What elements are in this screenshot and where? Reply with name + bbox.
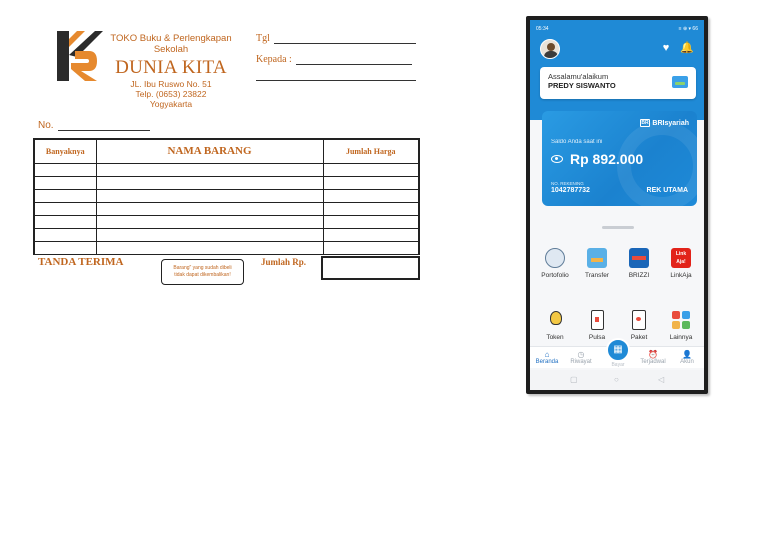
balance-row — [551, 151, 643, 167]
menu-portofolio-label: Portofolio — [541, 272, 569, 279]
table-cell[interactable] — [96, 163, 323, 176]
menu-pulsa-label: Pulsa — [588, 334, 606, 341]
table-cell[interactable] — [34, 176, 96, 189]
date-field-line — [274, 34, 416, 44]
shop-city: Yogyakarta — [149, 99, 193, 109]
shop-tagline: TOKO Buku & Perlengkapan — [110, 33, 232, 44]
table-cell[interactable] — [34, 215, 96, 228]
no-return-note — [161, 259, 244, 285]
menu-token-label: Token — [546, 334, 564, 341]
col-total-price: Jumlah Harga — [323, 139, 419, 163]
dunia-kita-logo — [55, 29, 103, 83]
grid-tile — [672, 321, 680, 329]
home-circle-icon[interactable]: ○ — [614, 375, 619, 384]
nav-riwayat[interactable] — [566, 350, 596, 365]
table-row — [34, 202, 419, 215]
table-cell[interactable] — [34, 163, 96, 176]
shop-tagline-2: Sekolah — [153, 44, 189, 55]
pay-qr-button[interactable] — [606, 338, 630, 362]
shop-phone: Telp. (0653) 23822 — [135, 89, 207, 99]
user-name: PREDY SISWANTO — [548, 81, 616, 90]
recents-icon[interactable]: ▢ — [570, 375, 578, 384]
bell-icon[interactable]: 🔔 — [680, 42, 694, 54]
col-quantity: Banyaknya — [34, 139, 96, 163]
table-cell[interactable] — [96, 215, 323, 228]
recipient-field-line — [296, 55, 412, 65]
table-row — [34, 228, 419, 241]
date-row — [256, 33, 416, 44]
status-indicators: ≡ ⊕ ▾ 66 — [678, 26, 698, 32]
bank-logo — [640, 119, 689, 127]
menu-lainnya[interactable] — [661, 310, 701, 341]
table-row — [34, 189, 419, 202]
recipient-row — [256, 54, 412, 65]
balance-amount: Rp 892.000 — [570, 151, 644, 167]
phone-credit-icon — [591, 310, 604, 330]
table-cell[interactable] — [323, 215, 419, 228]
receipt-form — [0, 0, 440, 300]
menu-transfer[interactable] — [577, 248, 617, 279]
table-cell[interactable] — [96, 189, 323, 202]
menu-portofolio[interactable] — [535, 248, 575, 279]
phone-frame — [526, 16, 708, 394]
invoice-number-line — [58, 121, 150, 131]
grand-total-box — [321, 256, 420, 280]
no-return-note-line2: tidak dapat dikembalikan! — [174, 272, 231, 278]
data-package-icon — [632, 310, 646, 330]
recipient-second-line — [256, 80, 416, 81]
back-icon[interactable]: ◁ — [658, 375, 665, 384]
lightbulb-icon — [545, 310, 565, 330]
table-cell[interactable] — [34, 241, 96, 254]
avatar[interactable] — [540, 39, 560, 59]
grid-tile — [682, 311, 690, 319]
nav-beranda-label: Beranda — [535, 359, 559, 365]
table-row — [34, 241, 419, 254]
brizzi-card-icon — [629, 248, 649, 268]
eye-icon[interactable] — [551, 155, 563, 163]
account-number: 1042787732 — [551, 187, 590, 194]
table-cell[interactable] — [96, 228, 323, 241]
nav-terjadwal[interactable] — [638, 350, 668, 365]
table-cell[interactable] — [323, 189, 419, 202]
invoice-number-row — [38, 120, 150, 131]
transfer-icon — [587, 248, 607, 268]
status-time: 05:34 — [536, 26, 549, 32]
items-table-header — [34, 139, 419, 163]
shop-address: JL. Ibu Ruswo No. 51 — [130, 79, 212, 89]
table-cell[interactable] — [323, 163, 419, 176]
balance-label: Saldo Anda saat ini — [551, 139, 603, 145]
nav-beranda[interactable] — [532, 350, 562, 365]
menu-lainnya-label: Lainnya — [669, 334, 693, 341]
table-row — [34, 215, 419, 228]
menu-brizzi-label: BRIZZI — [628, 272, 650, 279]
table-row — [34, 176, 419, 189]
table-row — [34, 163, 419, 176]
table-cell[interactable] — [323, 241, 419, 254]
portfolio-icon — [545, 248, 565, 268]
col-item-name: NAMA BARANG — [96, 139, 323, 163]
table-cell[interactable] — [96, 176, 323, 189]
menu-transfer-label: Transfer — [585, 272, 609, 279]
items-table — [33, 138, 420, 255]
shop-header — [104, 33, 238, 109]
account-number-label: NO. REKENING — [551, 181, 584, 186]
qr-icon: ▦ — [613, 344, 623, 355]
menu-paket-label: Paket — [630, 334, 648, 341]
grid-tile — [672, 311, 680, 319]
table-cell[interactable] — [96, 241, 323, 254]
table-cell[interactable] — [323, 228, 419, 241]
menu-linkaja-label: LinkAja — [670, 272, 692, 279]
more-grid-icon — [671, 310, 691, 330]
table-cell[interactable] — [34, 228, 96, 241]
bank-brand: BRIsyariah — [652, 119, 689, 127]
greeting-text: Assalamu'alaikum — [548, 72, 609, 81]
banking-app-screen — [530, 20, 704, 390]
history-icon: ◷ — [577, 350, 585, 359]
menu-token[interactable] — [535, 310, 575, 341]
table-cell[interactable] — [323, 176, 419, 189]
date-label: Tgl — [256, 33, 270, 44]
user-icon: 👤 — [682, 350, 692, 359]
menu-paket[interactable] — [619, 310, 659, 341]
alarm-icon: ⏰ — [648, 350, 658, 359]
status-bar — [536, 25, 698, 33]
table-cell[interactable] — [34, 189, 96, 202]
nav-akun-label: Akun — [680, 359, 694, 365]
balance-card[interactable] — [542, 111, 697, 206]
grand-total-label: Jumlah Rp. — [261, 257, 307, 267]
avatar-body — [544, 51, 558, 59]
nav-riwayat-label: Riwayat — [570, 359, 592, 365]
pay-qr-label: Bayar — [611, 362, 625, 368]
linkaja-icon: Link Aja! — [671, 248, 691, 268]
grid-tile — [682, 321, 690, 329]
greeting-card — [540, 67, 696, 99]
table-cell[interactable] — [96, 202, 323, 215]
home-icon: ⌂ — [544, 350, 550, 359]
table-cell[interactable] — [34, 202, 96, 215]
menu-pulsa[interactable] — [577, 310, 617, 341]
sheet-drag-handle[interactable] — [602, 226, 634, 229]
recipient-label: Kepada : — [256, 54, 292, 65]
no-return-note-line1: Barang" yang sudah dibeli — [173, 265, 232, 271]
avatar-head — [547, 43, 555, 51]
nav-terjadwal-label: Terjadwal — [640, 359, 666, 365]
shop-name: DUNIA KITA — [115, 57, 227, 78]
invoice-number-label: No. — [38, 120, 54, 131]
account-type: REK UTAMA — [646, 187, 688, 194]
nav-akun[interactable] — [672, 350, 702, 365]
menu-brizzi[interactable] — [619, 248, 659, 279]
bank-logo-mark: BRI — [641, 120, 651, 126]
heart-icon[interactable]: ♥ — [662, 42, 670, 54]
receipt-signature-label: TANDA TERIMA — [38, 256, 124, 268]
table-cell[interactable] — [323, 202, 419, 215]
menu-linkaja[interactable] — [661, 248, 701, 279]
system-navigation-bar — [530, 370, 704, 390]
id-card-icon[interactable] — [672, 76, 688, 88]
